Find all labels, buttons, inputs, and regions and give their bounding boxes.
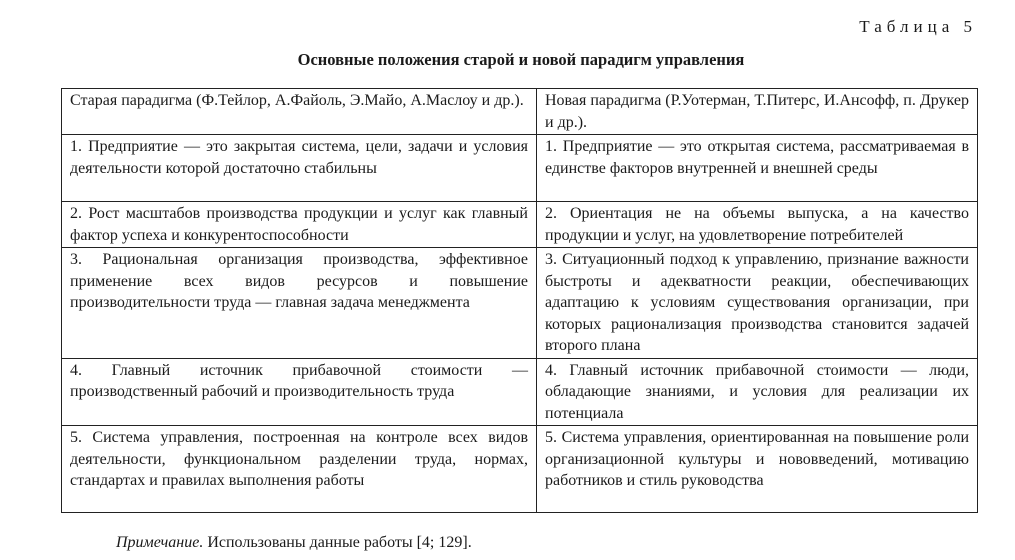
cell-new-1: 1. Предприятие — это открытая система, рассматриваемая в единстве факторов внутренней и внешней среды	[537, 135, 978, 202]
note-label: Примечание.	[116, 534, 204, 551]
table-header-row	[62, 89, 978, 135]
table-row	[62, 248, 978, 359]
table-note	[116, 534, 472, 552]
header-new-paradigm: Новая парадигма (Р.Уотерман, Т.Питерс, И.Ансофф, п. Друкер и др.).	[537, 89, 978, 135]
table-row	[62, 202, 978, 248]
cell-new-5: 5. Система управления, ориентированная на повышение роли организационной культуры и нововведений, мотивацию работников и стиль руководства	[537, 426, 978, 513]
cell-old-3: 3. Рациональная организация производства, эффективное применение всех видов ресурсов и повышение производительности труда — главная задача менеджмента	[62, 248, 537, 359]
cell-new-4: 4. Главный источник прибавочной стоимости — люди, обладающие знаниями, и условия для реализации их потенциала	[537, 358, 978, 426]
header-old-paradigm: Старая парадигма (Ф.Тейлор, А.Файоль, Э.Майо, А.Маслоу и др.).	[62, 89, 537, 135]
cell-old-4: 4. Главный источник прибавочной стоимости — производственный рабочий и производительность труда	[62, 358, 537, 426]
table-number: Таблица 5	[859, 17, 977, 36]
cell-new-2: 2. Ориентация не на объемы выпуска, а на качество продукции и услуг, на удовлетворение потребителей	[537, 202, 978, 248]
cell-old-2: 2. Рост масштабов производства продукции и услуг как главный фактор успеха и конкурентоспособности	[62, 202, 537, 248]
note-text: Использованы данные работы [4; 129].	[207, 534, 472, 551]
paradigms-table	[61, 88, 978, 513]
table-title: Основные положения старой и новой парадигм управления	[297, 50, 745, 69]
cell-old-5: 5. Система управления, построенная на контроле всех видов деятельности, функциональном разделении труда, нормах, стандартах и правилах выполнения работы	[62, 426, 537, 513]
cell-new-3: 3. Ситуационный подход к управлению, признание важности быстроты и адекватности реакции, обеспечивающих адаптацию к условиям существования организации, при которых рационализация производства становится задачей второго плана	[537, 248, 978, 359]
table-row	[62, 358, 978, 426]
table-row	[62, 135, 978, 202]
cell-old-1: 1. Предприятие — это закрытая система, цели, задачи и условия деятельности которой достаточно стабильны	[62, 135, 537, 202]
table-row	[62, 426, 978, 513]
